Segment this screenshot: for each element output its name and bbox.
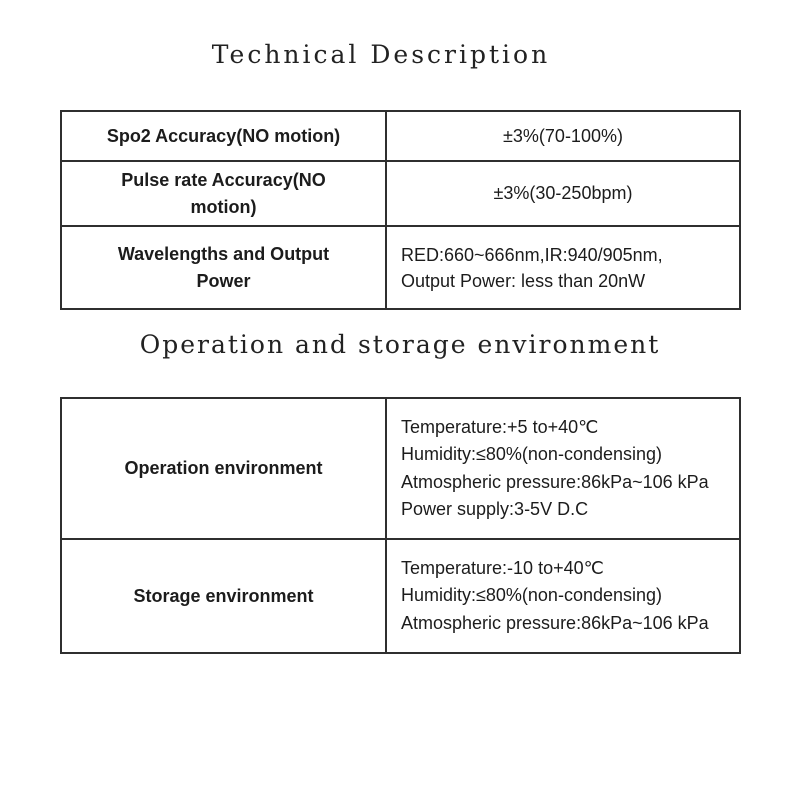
spec-value-line: RED:660~666nm,IR:940/905nm, [401,244,663,265]
spec-value-cell [386,398,740,539]
spec-label-cell [61,226,386,309]
table-row-spo2-accuracy [61,111,740,161]
spec-value-line: Atmospheric pressure:86kPa~106 kPa [401,471,709,492]
spec-label-cell [61,161,386,226]
spec-label-line: Operation environment [124,458,323,478]
spec-label-cell [61,398,386,539]
spec-value-cell [386,539,740,653]
spec-label-cell [61,539,386,653]
spec-value-line: Humidity:≤80%(non-condensing) [401,585,663,606]
technical-spec-table [60,110,741,310]
spec-label-line: Spo2 Accuracy(NO motion) [106,125,341,146]
spec-value-line: Power supply:3-5V D.C [401,499,589,519]
section-title-environment: Operation and storage environment [139,330,661,359]
spec-label-cell [61,111,386,161]
table-row-pulse-rate-accuracy [61,161,740,226]
spec-value-line: Temperature:-10 to+40℃ [401,557,604,578]
section-title-technical: Technical Description [211,40,551,69]
table-row-operation-environment [61,398,740,539]
environment-spec-table [60,397,741,654]
spec-value-cell [386,111,740,161]
spec-value-line: ±3%(70-100%) [503,125,623,146]
table-row-storage-environment [61,539,740,653]
spec-label-line: Pulse rate Accuracy(NO [121,169,326,190]
spec-label-line: Storage environment [133,585,314,606]
spec-label-line: motion) [190,196,257,217]
spec-label-line: Power [196,270,251,291]
spec-value-line: ±3%(30-250bpm) [493,183,633,203]
table-row-wavelengths-output-power [61,226,740,309]
spec-value-line: Atmospheric pressure:86kPa~106 kPa [401,612,709,633]
spec-value-line: Output Power: less than 20nW [401,270,646,291]
spec-value-cell [386,161,740,226]
spec-value-cell [386,226,740,309]
spec-value-line: Temperature:+5 to+40℃ [401,416,599,437]
spec-value-line: Humidity:≤80%(non-condensing) [401,444,663,464]
spec-label-line: Wavelengths and Output [117,243,330,264]
